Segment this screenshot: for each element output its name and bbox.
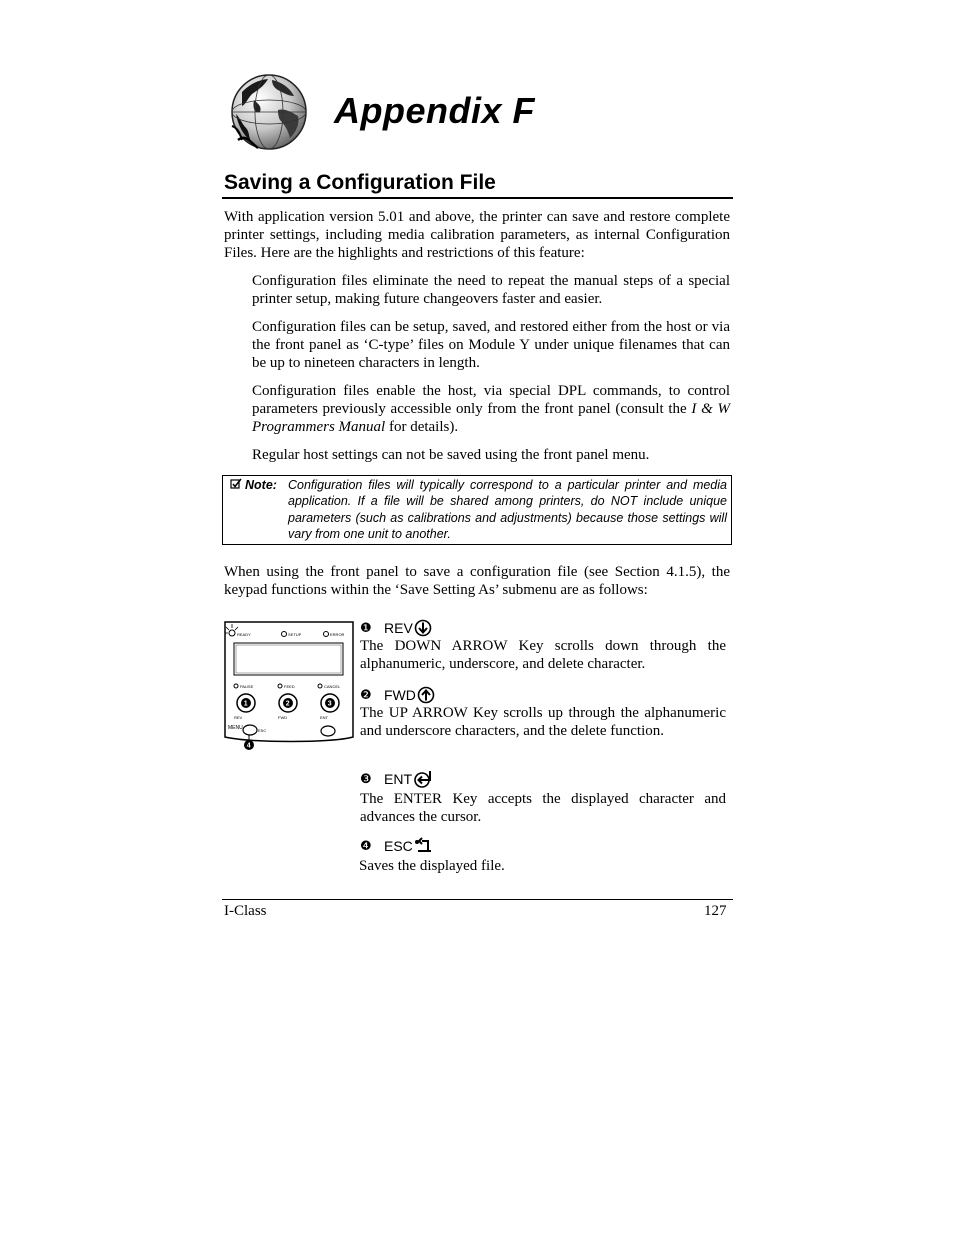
key-number: ❸ [360, 771, 372, 787]
svg-text:REV: REV [234, 715, 243, 720]
bullet-text: Configuration files enable the host, via special DPL commands, to control parameters previously accessible only from the front panel (consult the [252, 383, 730, 417]
up-arrow-icon [417, 686, 435, 704]
key-number: ❷ [360, 687, 372, 703]
svg-text:READY: READY [237, 632, 251, 637]
key-number: ❹ [360, 838, 372, 854]
svg-text:FWD: FWD [278, 715, 288, 720]
svg-text:3: 3 [327, 700, 332, 708]
heading-rule [222, 197, 733, 199]
svg-text:ERROR: ERROR [330, 632, 345, 637]
note-label [230, 477, 277, 493]
svg-text:PAUSE: PAUSE [240, 684, 254, 689]
key-fwd [360, 685, 435, 705]
manual-title: I & W Programmers Manual [252, 401, 730, 435]
front-panel-paragraph: When using the front panel to save a configuration file (see Section 4.1.5), the keypad functions within the ‘Save Setting As’ submenu are as follows: [224, 564, 730, 598]
list-item [252, 382, 730, 436]
escape-icon [414, 837, 434, 855]
note-label-text: Note: [245, 478, 277, 492]
list-item: Regular host settings can not be saved using the front panel menu. [252, 447, 650, 463]
key-name: ESC [384, 838, 413, 854]
key-esc-description: Saves the displayed file. [359, 858, 505, 874]
chapter-title: Appendix F [334, 90, 535, 131]
footer-product-name: I-Class [224, 903, 267, 919]
svg-text:SETUP: SETUP [288, 632, 302, 637]
key-name: REV [384, 620, 413, 636]
key-rev [360, 618, 432, 638]
list-item: Configuration files can be setup, saved, and restored either from the host or via the front panel as ‘C-type’ files on Module Y under unique filenames that can be up to nineteen characters in length. [252, 319, 730, 371]
key-fwd-description: The UP ARROW Key scrolls up through the alphanumeric and underscore characters, and the delete function. [360, 705, 726, 739]
key-name: ENT [384, 771, 412, 787]
svg-text:ENT: ENT [320, 715, 328, 720]
footer-rule [222, 899, 733, 900]
svg-text:2: 2 [285, 700, 290, 708]
intro-paragraph: With application version 5.01 and above, the printer can save and restore complete printer settings, including media calibration parameters, as internal Configuration Files. Here are the highlights and restrictions of this feature: [224, 209, 730, 261]
svg-text:1: 1 [243, 700, 248, 708]
key-name: FWD [384, 687, 416, 703]
printer-front-panel-icon [222, 619, 356, 755]
checkbox-icon [230, 478, 242, 490]
key-esc [360, 836, 434, 856]
key-rev-description: The DOWN ARROW Key scrolls down through the alphanumeric, underscore, and delete character. [360, 638, 726, 672]
section-heading: Saving a Configuration File [224, 171, 496, 194]
svg-text:MENU: MENU [228, 725, 243, 731]
note-text: Configuration files will typically correspond to a particular printer and media application. If a file will be shared among printers, do NOT include unique parameters (such as calibrations and adjustments) because those settings will vary from one unit to another. [288, 478, 727, 541]
down-arrow-icon [414, 619, 432, 637]
svg-text:ESC: ESC [258, 728, 267, 733]
bullet-text: for details). [385, 419, 459, 435]
enter-icon [413, 770, 433, 788]
svg-text:CANCEL: CANCEL [324, 684, 341, 689]
key-ent [360, 769, 433, 789]
svg-text:FEED: FEED [284, 684, 295, 689]
page-number: 127 [704, 903, 727, 919]
key-ent-description: The ENTER Key accepts the displayed character and advances the cursor. [360, 791, 726, 825]
svg-text:4: 4 [246, 742, 251, 750]
key-number: ❶ [360, 620, 372, 636]
list-item: Configuration files eliminate the need to repeat the manual steps of a special printer setup, making future changeovers faster and easier. [252, 273, 730, 307]
globe-icon [228, 70, 310, 154]
